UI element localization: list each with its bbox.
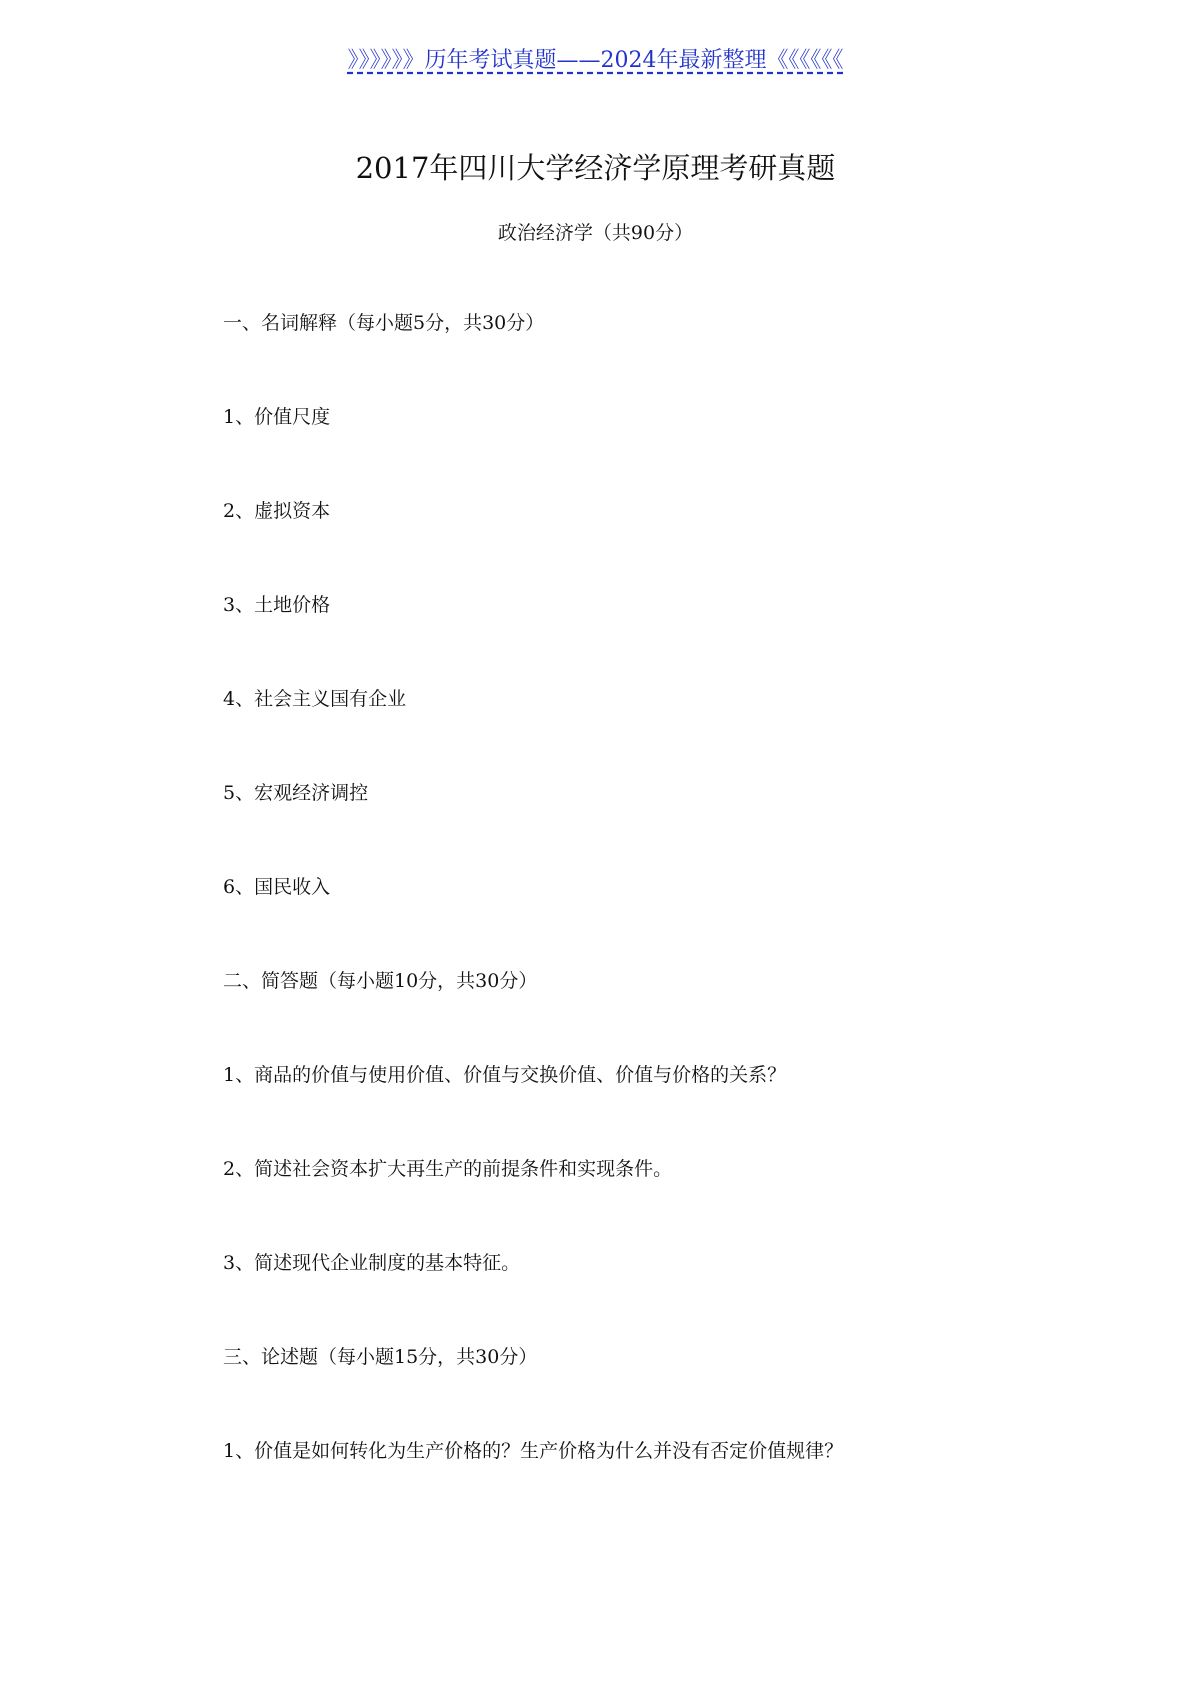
list-item: 2、简述社会资本扩大再生产的前提条件和实现条件。 <box>223 1158 673 1180</box>
section-heading-2: 二、简答题（每小题10分，共30分） <box>223 970 538 992</box>
list-item: 3、土地价格 <box>223 594 331 616</box>
list-item: 1、商品的价值与使用价值、价值与交换价值、价值与价格的关系？ <box>223 1064 787 1086</box>
list-item: 1、价值是如何转化为生产价格的？生产价格为什么并没有否定价值规律？ <box>223 1440 844 1462</box>
document-title: 2017年四川大学经济学原理考研真题 <box>355 151 836 185</box>
document-subtitle: 政治经济学（共90分） <box>497 222 694 244</box>
section-heading-3: 三、论述题（每小题15分，共30分） <box>223 1346 538 1368</box>
list-item: 5、宏观经济调控 <box>223 782 369 804</box>
list-item: 6、国民收入 <box>223 876 331 898</box>
list-item: 4、社会主义国有企业 <box>223 688 407 710</box>
header-link-bar <box>0 44 1191 78</box>
list-item: 1、价值尺度 <box>223 406 331 428</box>
list-item: 2、虚拟资本 <box>223 500 331 522</box>
list-item: 3、简述现代企业制度的基本特征。 <box>223 1252 521 1274</box>
section-heading-1: 一、名词解释（每小题5分，共30分） <box>223 312 545 334</box>
header-link[interactable]: 》》》》》》历年考试真题——2024年最新整理《《《《《《 <box>347 48 844 73</box>
